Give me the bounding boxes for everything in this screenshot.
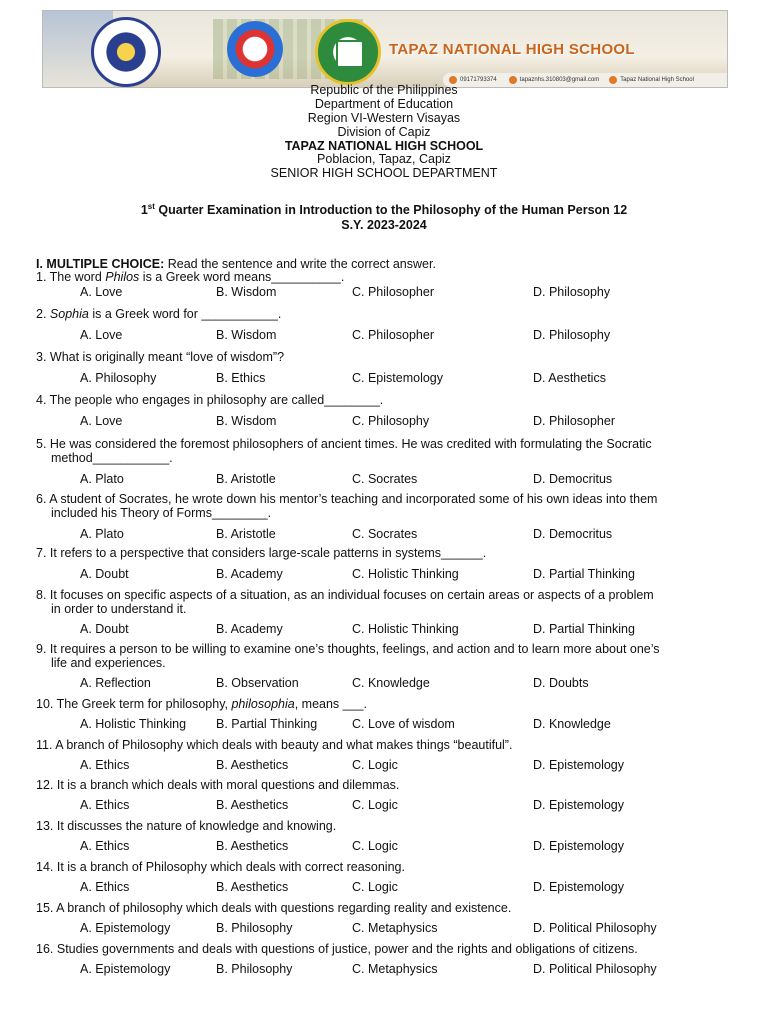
header-line-deped: Department of Education <box>314 97 454 111</box>
question-number: 15. <box>36 901 57 915</box>
question-2 <box>36 307 736 321</box>
option-a: A. Ethics <box>80 839 130 853</box>
header-address: Poblacion, Tapaz, Capiz <box>317 152 451 166</box>
question-number: 2. <box>36 307 50 321</box>
option-a: A. Love <box>80 414 123 428</box>
option-d: D. Epistemology <box>533 798 625 812</box>
option-c: C. Metaphysics <box>352 921 438 935</box>
question-number: 1. <box>36 270 50 284</box>
question-12 <box>36 778 736 792</box>
option-c: C. Epistemology <box>352 371 444 385</box>
option-a: A. Epistemology <box>80 921 171 935</box>
option-a: A. Holistic Thinking <box>80 717 187 731</box>
exam-ordinal-suffix: st <box>147 201 155 211</box>
option-c: C. Socrates <box>352 527 418 541</box>
question-15 <box>36 901 736 915</box>
option-c: C. Logic <box>352 798 398 812</box>
option-b: B. Wisdom <box>216 414 277 428</box>
header-school-name: TAPAZ NATIONAL HIGH SCHOOL <box>284 139 484 153</box>
option-b: B. Philosophy <box>216 921 293 935</box>
option-b: B. Philosophy <box>216 962 293 976</box>
option-d: D. Philosopher <box>533 414 615 428</box>
question-term: philosophia <box>231 697 295 711</box>
exam-title-text: Quarter Examination in Introduction to the Philosophy of the Human Person 12 <box>154 203 628 217</box>
section-heading <box>36 257 436 271</box>
question-number: 5. <box>36 437 50 451</box>
option-c: C. Philosopher <box>352 285 434 299</box>
school-year: S.Y. 2023-2024 <box>341 218 427 232</box>
option-d: D. Epistemology <box>533 758 625 772</box>
question-6 <box>36 492 736 520</box>
question-number: 14. <box>36 860 57 874</box>
question-term: Philos <box>105 270 140 284</box>
option-b: B. Ethics <box>216 371 266 385</box>
options-row-5 <box>0 472 768 487</box>
question-14 <box>36 860 736 874</box>
option-d: D. Partial Thinking <box>533 622 635 636</box>
header-line-region: Region VI-Western Visayas <box>307 111 461 125</box>
question-number: 3. <box>36 350 50 364</box>
question-text: 6. A student of Socrates, he wrote down his mentor’s teaching and incorporated some of his own ideas into them <box>36 492 658 506</box>
option-d: D. Democritus <box>533 472 613 486</box>
options-row-1 <box>0 285 768 300</box>
question-number: 11. <box>36 738 56 752</box>
option-a: A. Ethics <box>80 758 130 772</box>
division-seal-logo <box>227 21 283 77</box>
question-11 <box>36 738 736 752</box>
question-text: 14. It is a branch of Philosophy which deals with correct reasoning. <box>36 860 405 874</box>
question-text: 10. The Greek term for philosophy, philosophia, means ___. <box>36 697 367 711</box>
option-a: A. Reflection <box>80 676 151 690</box>
option-a: A. Philosophy <box>80 371 157 385</box>
option-c: C. Metaphysics <box>352 962 438 976</box>
question-number: 9. <box>36 642 50 656</box>
question-text-continued: life and experiences. <box>51 656 166 670</box>
option-b: B. Aesthetics <box>216 839 289 853</box>
header-line-republic: Republic of the Philippines <box>310 83 458 97</box>
option-a: A. Plato <box>80 527 124 541</box>
options-row-12 <box>0 798 768 813</box>
option-b: B. Wisdom <box>216 328 277 342</box>
option-b: B. Aesthetics <box>216 880 289 894</box>
question-text: 1. The word Philos is a Greek word means__________. <box>36 270 345 284</box>
section-instruction: Read the sentence and write the correct answer. <box>164 257 436 271</box>
option-c: C. Logic <box>352 758 398 772</box>
option-d: D. Political Philosophy <box>533 962 657 976</box>
question-number: 12. <box>36 778 57 792</box>
option-b: B. Aesthetics <box>216 758 289 772</box>
question-number: 6. <box>36 492 50 506</box>
question-9 <box>36 642 736 670</box>
question-text: 11. A branch of Philosophy which deals with beauty and what makes things “beautiful”. <box>36 738 513 752</box>
option-b: B. Partial Thinking <box>216 717 318 731</box>
email-address: tapaznhs.310803@gmail.com <box>519 77 600 83</box>
option-b: B. Academy <box>216 567 283 581</box>
question-text: 9. It requires a person to be willing to examine one’s thoughts, feelings, and action and to learn more about one’s <box>36 642 660 656</box>
question-5 <box>36 437 736 465</box>
option-b: B. Academy <box>216 622 283 636</box>
option-a: A. Doubt <box>80 567 129 581</box>
option-a: A. Ethics <box>80 880 130 894</box>
question-number: 16. <box>36 942 57 956</box>
options-row-9 <box>0 676 768 691</box>
question-number: 8. <box>36 588 50 602</box>
option-d: D. Philosophy <box>533 285 611 299</box>
option-d: D. Political Philosophy <box>533 921 657 935</box>
question-16 <box>36 942 736 956</box>
options-row-14 <box>0 880 768 895</box>
header-department: SENIOR HIGH SCHOOL DEPARTMENT <box>270 166 498 180</box>
question-8 <box>36 588 736 616</box>
option-d: D. Epistemology <box>533 880 625 894</box>
option-a: A. Love <box>80 328 123 342</box>
option-a: A. Love <box>80 285 123 299</box>
question-number: 7. <box>36 546 50 560</box>
school-seal-logo <box>315 19 381 85</box>
question-10 <box>36 697 736 711</box>
options-row-6 <box>0 527 768 542</box>
question-1 <box>36 270 736 284</box>
options-row-10 <box>0 717 768 732</box>
option-a: A. Ethics <box>80 798 130 812</box>
option-c: C. Love of wisdom <box>352 717 455 731</box>
question-text: 16. Studies governments and deals with questions of justice, power and the rights and obligations of citizens. <box>36 942 638 956</box>
question-text: 3. What is originally meant “love of wisdom”? <box>36 350 285 364</box>
question-text-continued: included his Theory of Forms________. <box>51 506 272 520</box>
question-3 <box>36 350 736 364</box>
exam-ordinal: 1 <box>140 203 148 217</box>
options-row-16 <box>0 962 768 977</box>
header-line-division: Division of Capiz <box>337 125 431 139</box>
option-c: C. Knowledge <box>352 676 430 690</box>
option-d: D. Democritus <box>533 527 613 541</box>
question-text-continued: in order to understand it. <box>51 602 187 616</box>
facebook-page: Tapaz National High School <box>620 77 694 83</box>
option-d: D. Epistemology <box>533 839 625 853</box>
question-7 <box>36 546 736 560</box>
options-row-13 <box>0 839 768 854</box>
option-d: D. Knowledge <box>533 717 611 731</box>
options-row-2 <box>0 328 768 343</box>
question-number: 10. <box>36 697 57 711</box>
option-c: C. Philosophy <box>352 414 430 428</box>
section-label: I. MULTIPLE CHOICE: <box>36 257 165 271</box>
deped-seal-logo <box>91 17 161 87</box>
banner-school-name: TAPAZ NATIONAL HIGH SCHOOL <box>389 41 635 58</box>
question-number: 13. <box>36 819 57 833</box>
question-text: 8. It focuses on specific aspects of a situation, as an individual focuses on certain areas or aspects of a problem <box>36 588 654 602</box>
option-a: A. Epistemology <box>80 962 171 976</box>
question-text: 7. It refers to a perspective that considers large-scale patterns in systems______. <box>36 546 487 560</box>
option-b: B. Observation <box>216 676 299 690</box>
option-c: C. Logic <box>352 880 398 894</box>
option-a: A. Doubt <box>80 622 129 636</box>
option-c: C. Holistic Thinking <box>352 622 459 636</box>
question-text: 4. The people who engages in philosophy are called________. <box>36 393 384 407</box>
question-number: 4. <box>36 393 50 407</box>
option-d: D. Doubts <box>533 676 589 690</box>
option-b: B. Aristotle <box>216 527 276 541</box>
option-c: C. Logic <box>352 839 398 853</box>
option-b: B. Aristotle <box>216 472 276 486</box>
option-c: C. Socrates <box>352 472 418 486</box>
option-d: D. Philosophy <box>533 328 611 342</box>
question-text: 15. A branch of philosophy which deals with questions regarding reality and existence. <box>36 901 512 915</box>
option-d: D. Partial Thinking <box>533 567 635 581</box>
option-a: A. Plato <box>80 472 124 486</box>
school-banner <box>42 10 728 88</box>
question-term: Sophia <box>49 307 89 321</box>
question-text: 5. He was considered the foremost philosophers of ancient times. He was credited with formulating the Socratic <box>36 437 652 451</box>
exam-title <box>0 203 768 218</box>
option-c: C. Philosopher <box>352 328 434 342</box>
options-row-15 <box>0 921 768 936</box>
options-row-7 <box>0 567 768 582</box>
option-c: C. Holistic Thinking <box>352 567 459 581</box>
phone-number: 09171793374 <box>460 77 497 83</box>
question-text: 12. It is a branch which deals with moral questions and dilemmas. <box>36 778 400 792</box>
question-text: 13. It discusses the nature of knowledge and knowing. <box>36 819 337 833</box>
question-text-continued: method___________. <box>51 451 173 465</box>
options-row-11 <box>0 758 768 773</box>
option-b: B. Aesthetics <box>216 798 289 812</box>
options-row-4 <box>0 414 768 429</box>
question-text: 2. Sophia is a Greek word for ___________. <box>36 307 282 321</box>
question-4 <box>36 393 736 407</box>
options-row-8 <box>0 622 768 637</box>
option-b: B. Wisdom <box>216 285 277 299</box>
option-d: D. Aesthetics <box>533 371 606 385</box>
options-row-3 <box>0 371 768 386</box>
question-13 <box>36 819 736 833</box>
